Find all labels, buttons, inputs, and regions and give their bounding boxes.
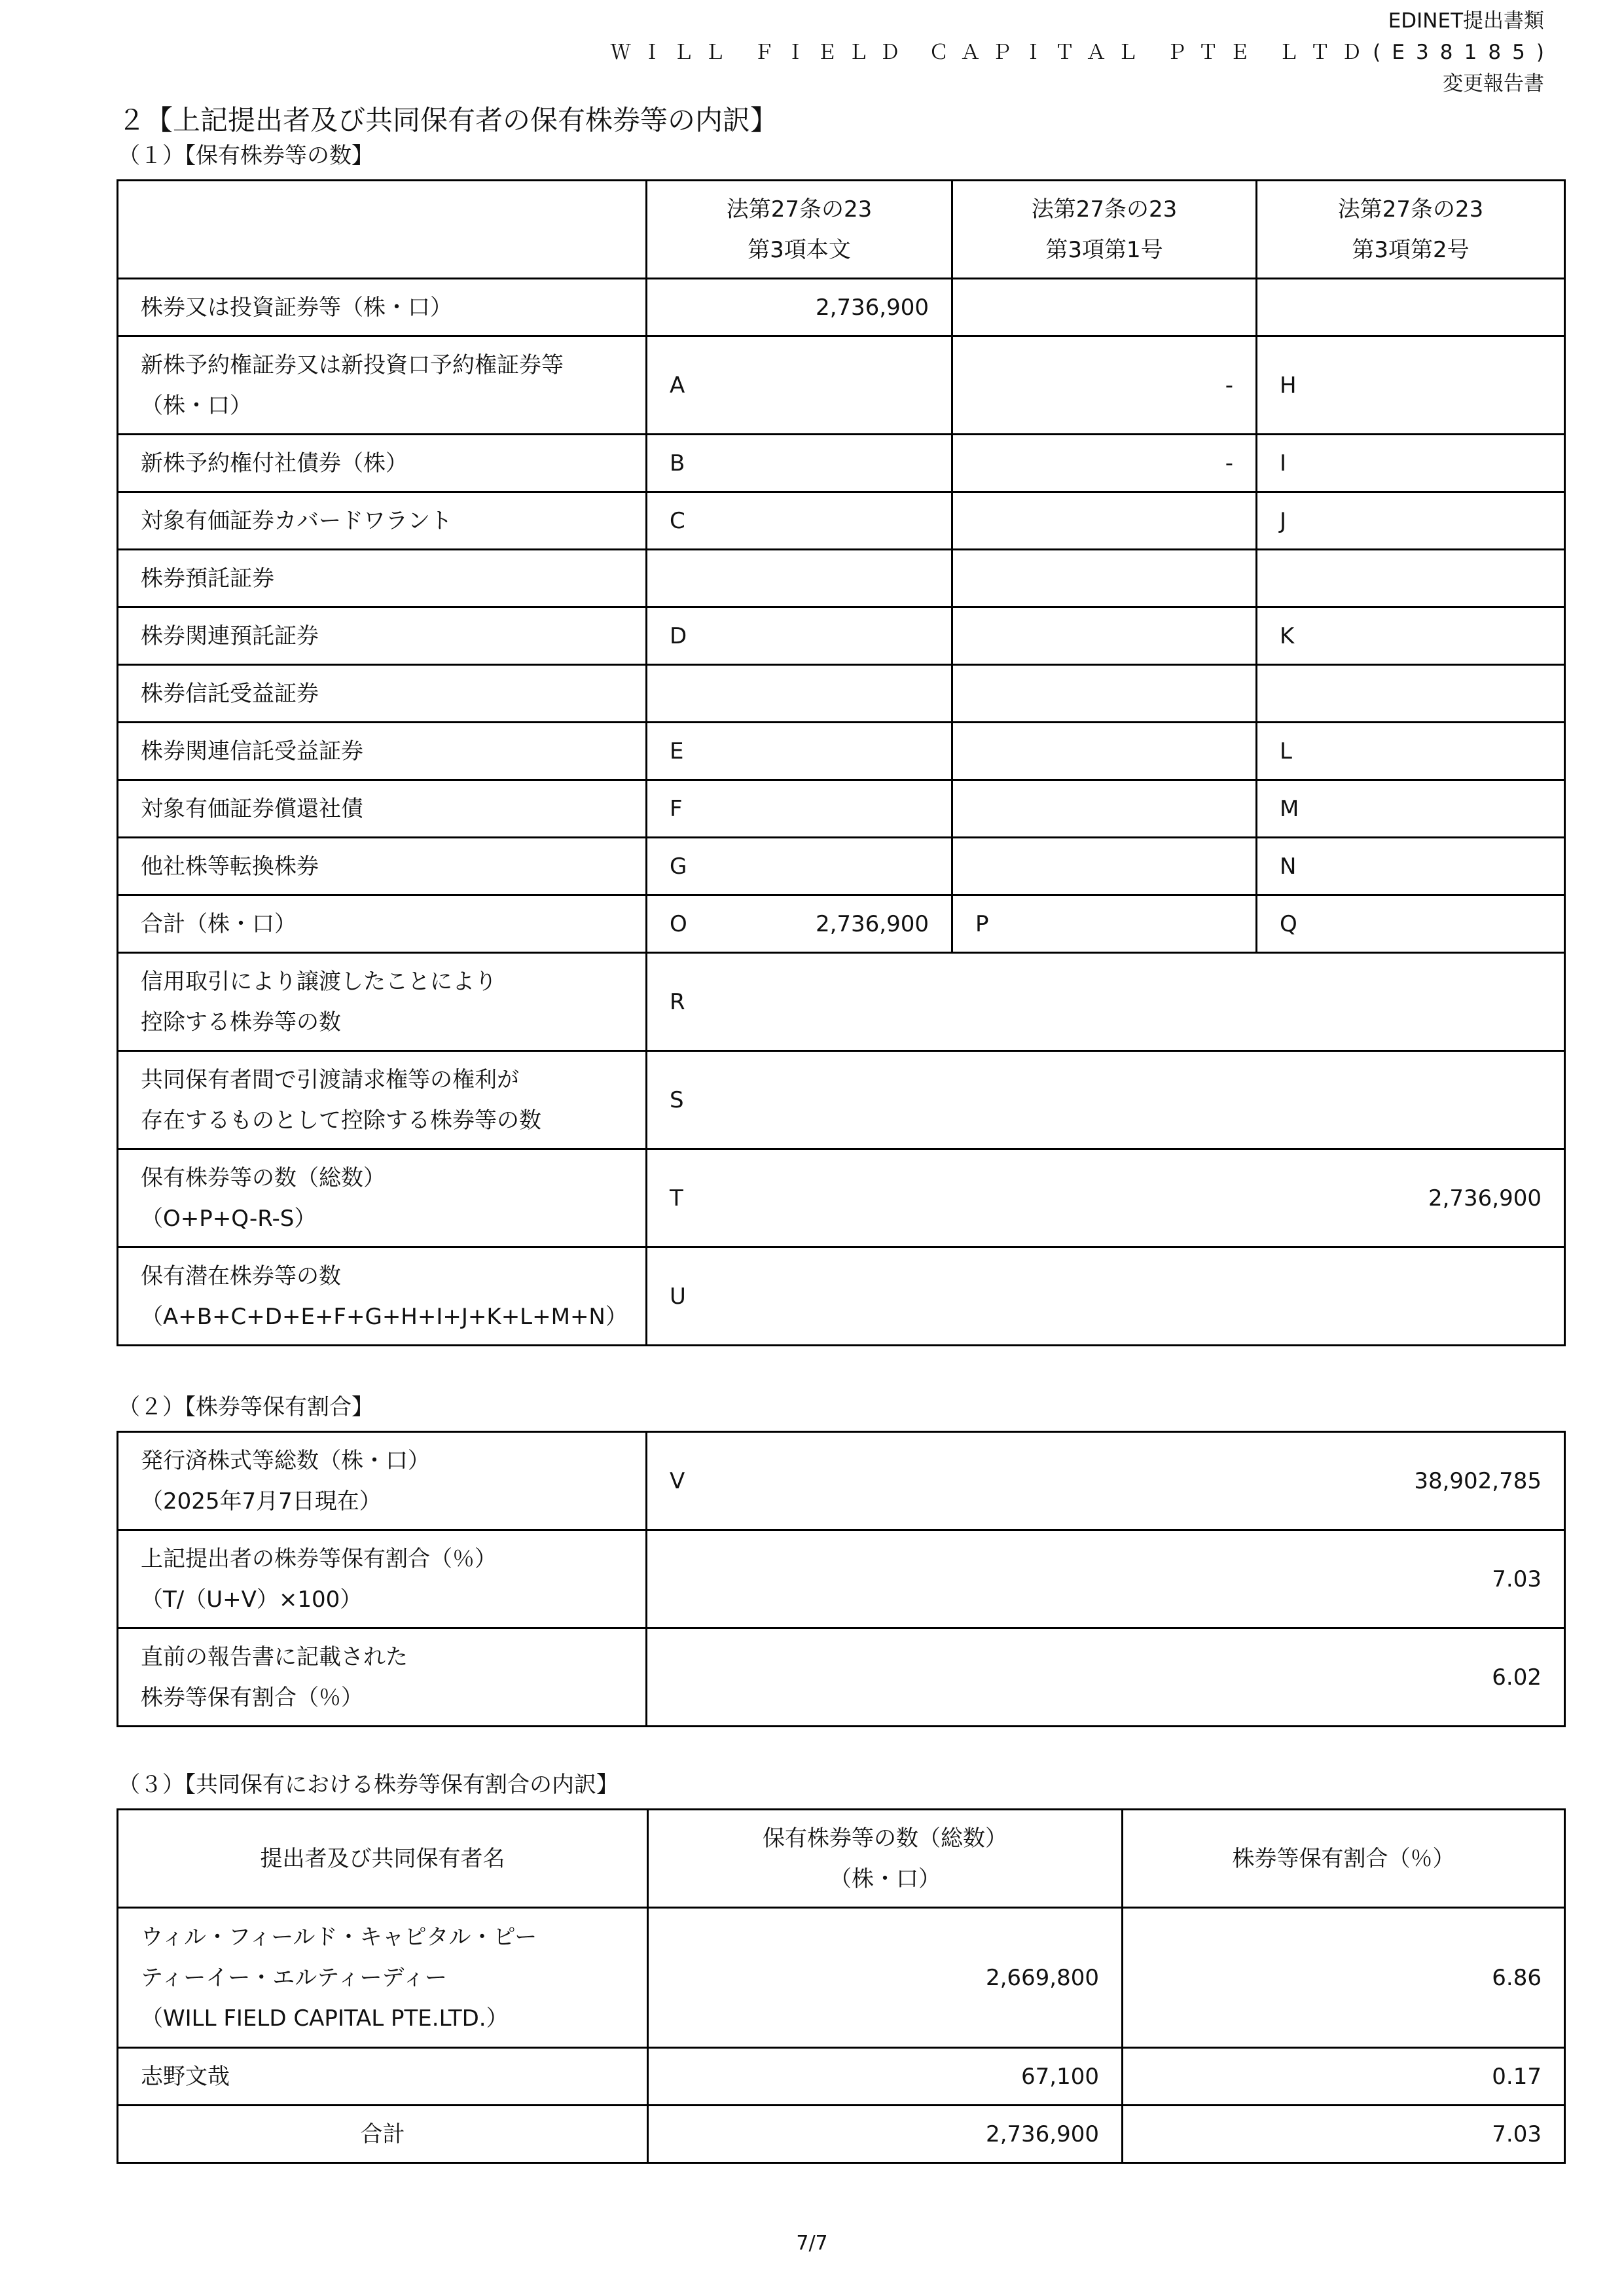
table-row: 株券又は投資証券等（株・口） 2,736,900 [118,279,1565,336]
section-title: ２【上記提出者及び共同保有者の保有株券等の内訳】 [118,104,778,136]
joint-holding-table [117,1808,1566,2164]
table-row: 志野文哉 67,100 0.17 [118,2048,1565,2106]
table-row: 共同保有者間で引渡請求権等の権利が 存在するものとして控除する株券等の数 S [118,1051,1565,1149]
table-row: 対象有価証券償還社債 F M [118,780,1565,838]
table-row: 株券預託証券 [118,550,1565,607]
table-row: 株券関連預託証券 D K [118,607,1565,665]
page-number: 7/7 [796,2232,828,2255]
table-row: 株券関連信託受益証券 E L [118,723,1565,780]
table2-title: （２）【株券等保有割合】 [118,1394,374,1420]
table-row: 他社株等転換株券 G N [118,838,1565,895]
header-doc-type: 変更報告書 [1443,72,1544,96]
table-row: 直前の報告書に記載された 株券等保有割合（％） 6.02 [118,1628,1565,1727]
holdings-table [117,179,1566,1346]
table-header-row: 提出者及び共同保有者名 保有株券等の数（総数） （株・口） 株券等保有割合（％） [118,1810,1565,1908]
table-row: 信用取引により譲渡したことにより 控除する株券等の数 R [118,953,1565,1051]
table1-title: （１）【保有株券等の数】 [118,143,374,169]
table-row: 対象有価証券カバードワラント C J [118,492,1565,550]
table-row: 発行済株式等総数（株・口） （2025年7月7日現在） V 38,902,785 [118,1432,1565,1530]
ratio-table [117,1431,1566,1727]
table-row: ウィル・フィールド・キャピタル・ピー ティーイー・エルティーディー （WILL FIELD CAPITAL PTE.LTD.） 2,669,800 6.86 [118,1908,1565,2048]
col-header-main: 法第27条の23 第3項本文 [647,181,952,279]
table-row: 新株予約権証券又は新投資口予約権証券等 （株・口） A - H [118,336,1565,435]
table-row-total: 合計 2,736,900 7.03 [118,2106,1565,2163]
header-submission-type: EDINET提出書類 [1388,9,1544,33]
table-row: 株券信託受益証券 [118,665,1565,723]
header-company: ＷＩＬＬ ＦＩＥＬＤ ＣＡＰＩＴＡＬ ＰＴＥ ＬＴＤ(E38185) [610,41,1556,64]
table-row: 上記提出者の株券等保有割合（％） （T/（U+V）×100） 7.03 [118,1530,1565,1628]
table-row: 保有株券等の数（総数） （O+P+Q-R-S） T 2,736,900 [118,1149,1565,1247]
col-header-item2: 法第27条の23 第3項第2号 [1257,181,1565,279]
table-row-total: 合計（株・口） O 2,736,900 P Q [118,895,1565,953]
table-row: 新株予約権付社債券（株） B - I [118,435,1565,492]
table3-title: （３）【共同保有における株券等保有割合の内訳】 [118,1772,619,1798]
table-row: 保有潜在株券等の数 （A+B+C+D+E+F+G+H+I+J+K+L+M+N） U [118,1247,1565,1346]
col-header-item1: 法第27条の23 第3項第1号 [952,181,1257,279]
table-header-row [118,181,1565,279]
